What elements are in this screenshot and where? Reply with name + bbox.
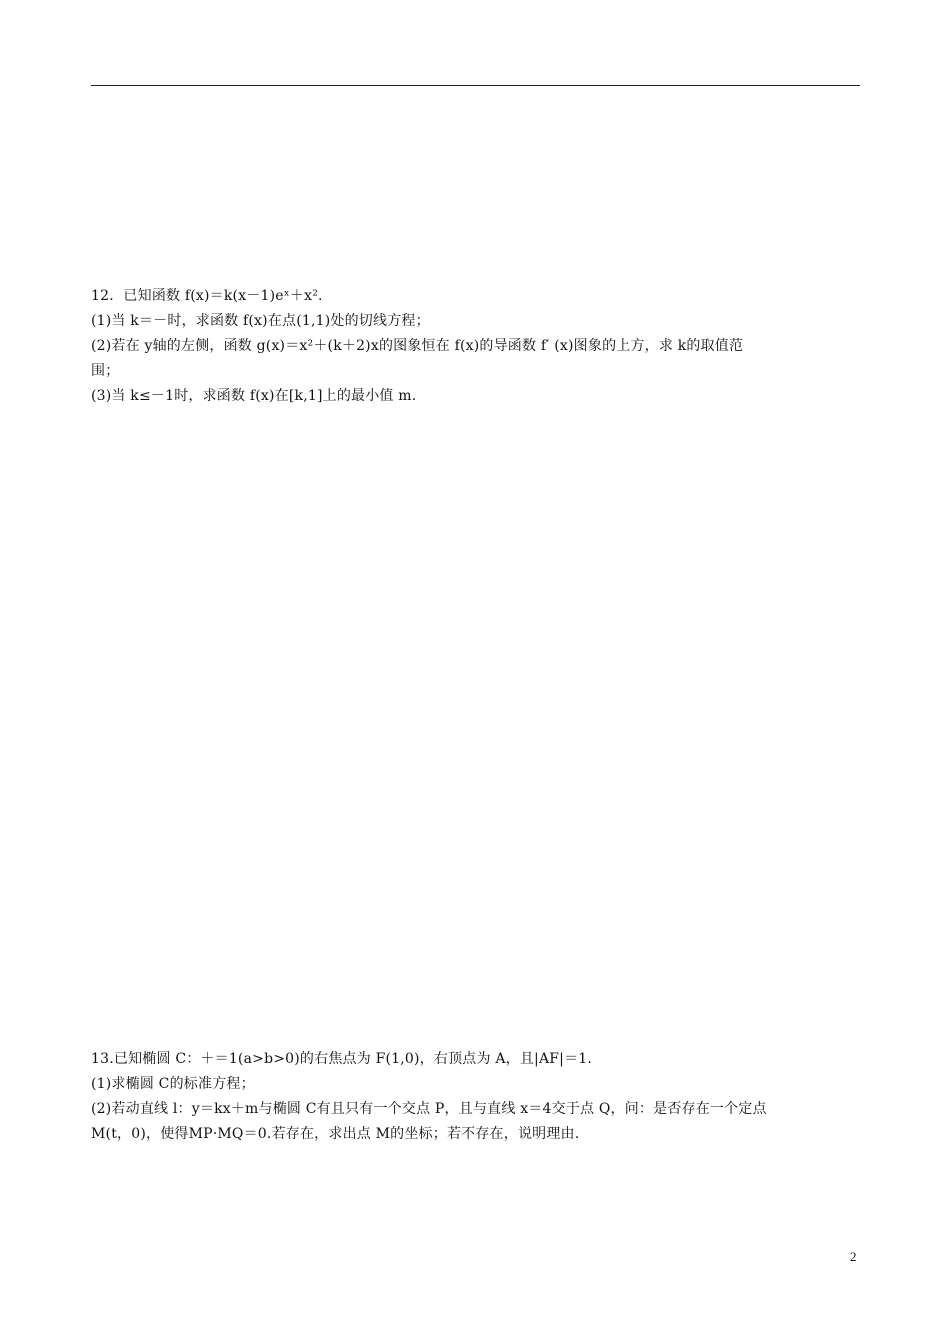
problem-12-stem: 12．已知函数 f(x)＝k(x－1)eˣ＋x². xyxy=(91,288,323,304)
problem-12 xyxy=(91,284,866,409)
problem-13-part-2-line-1: (2)若动直线 l：y＝kx＋m与椭圆 C有且只有一个交点 P，且与直线 x＝4交于点 Q，问：是否存在一个定点 xyxy=(91,1101,767,1117)
problem-12-part-2-line-1: (2)若在 y轴的左侧，函数 g(x)＝x²＋(k＋2)x的图象恒在 f(x)的导函数 f′ (x)图象的上方，求 k的取值范 xyxy=(91,338,744,354)
header-rule xyxy=(91,85,860,86)
problem-13-stem: 13.已知椭圆 C：＋＝1(a>b>0)的右焦点为 F(1,0)，右顶点为 A，且|AF|＝1. xyxy=(91,1051,593,1067)
problem-12-part-2-line-2: 围； xyxy=(91,363,120,379)
problem-12-part-3: (3)当 k≤－1时，求函数 f(x)在[k,1]上的最小值 m. xyxy=(91,388,417,404)
problem-12-part-1: (1)当 k＝－时，求函数 f(x)在点(1,1)处的切线方程； xyxy=(91,313,430,329)
problem-13-part-2-line-2: M(t，0)，使得MP·MQ＝0.若存在，求出点 M的坐标；若不存在，说明理由. xyxy=(91,1126,580,1142)
problem-13 xyxy=(91,1047,866,1147)
page-number: 2 xyxy=(850,1249,857,1264)
problem-13-part-1: (1)求椭圆 C的标准方程； xyxy=(91,1076,255,1092)
